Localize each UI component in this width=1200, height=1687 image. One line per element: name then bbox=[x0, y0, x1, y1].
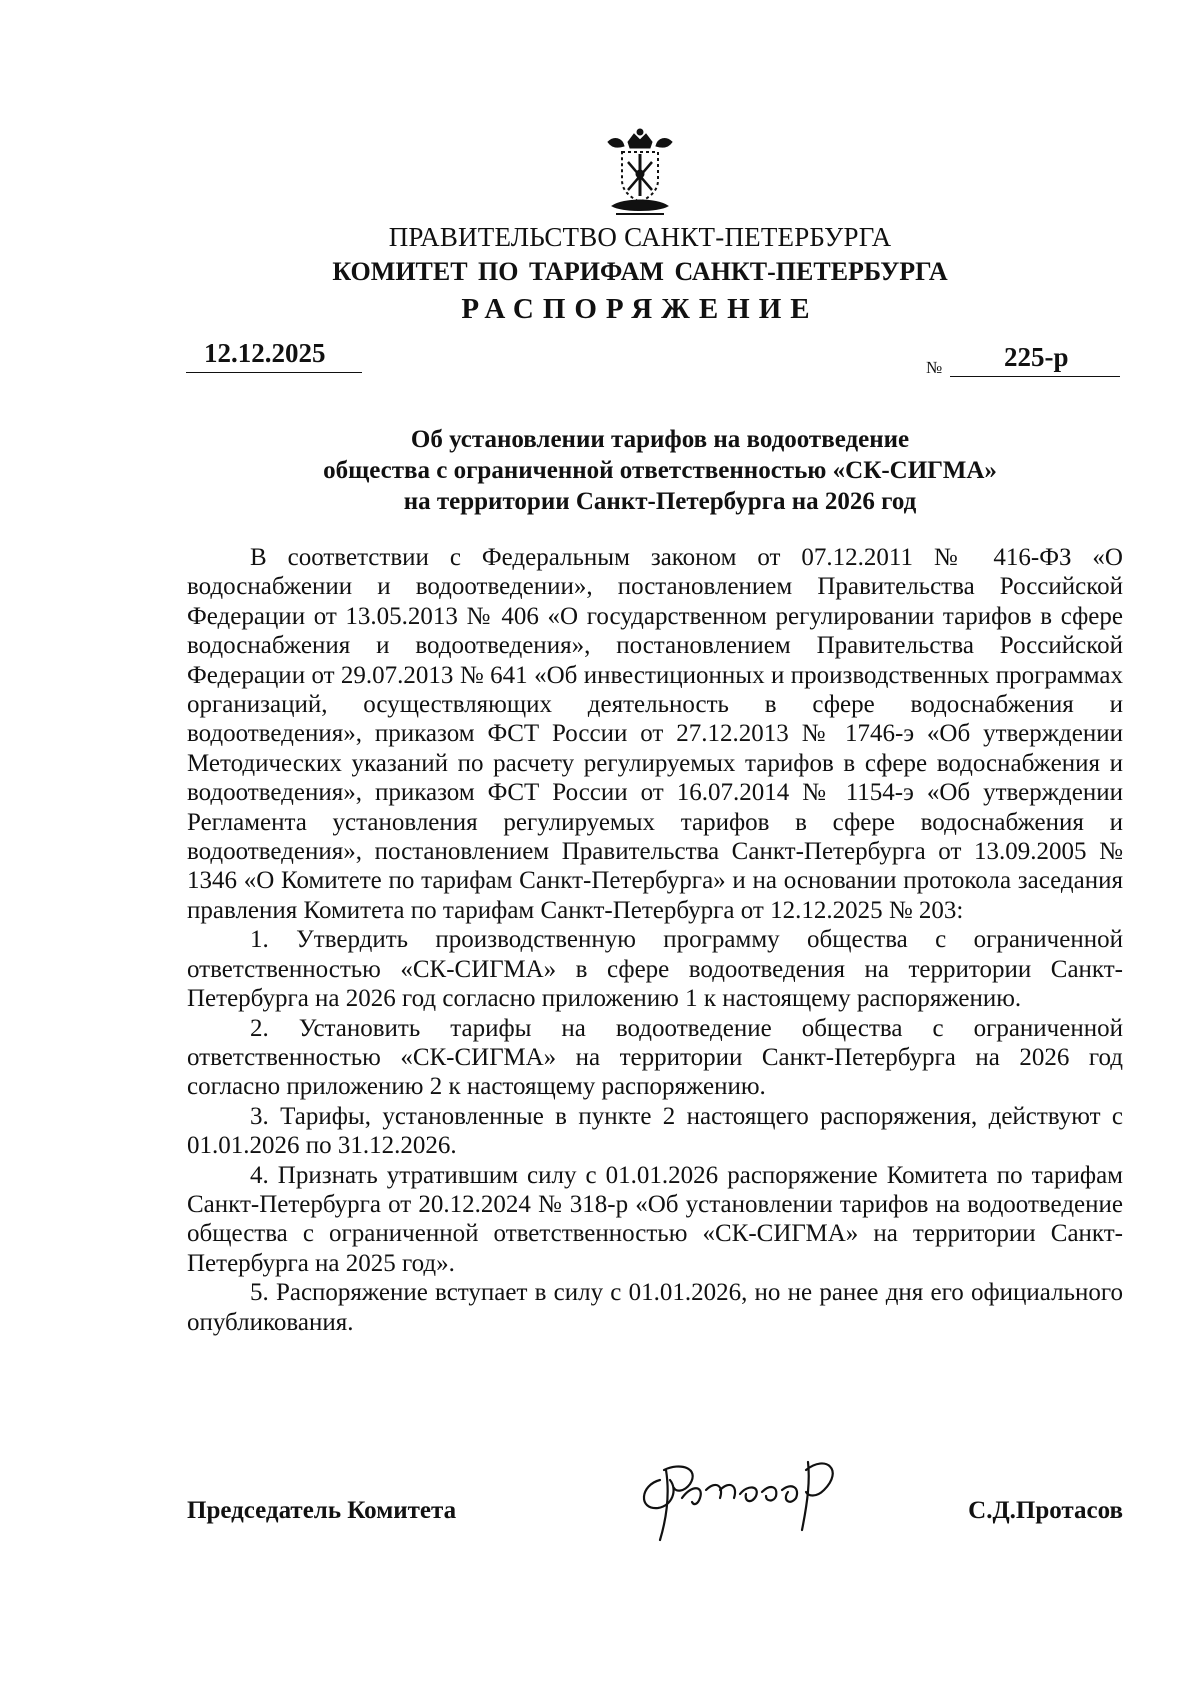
number-underline bbox=[950, 376, 1120, 377]
item-2: 2. Установить тарифы на водоотведение общества с ограниченной ответственностью «СК-СИГМА» на территории Санкт-Петербурга на 2026 год согласно приложению 2 к настоящему распоряжению. bbox=[187, 1014, 1123, 1101]
document-date: 12.12.2025 bbox=[204, 338, 326, 368]
document-title bbox=[200, 424, 1120, 517]
preamble-paragraph: В соответствии с Федеральным законом от 07.12.2011 № 416-ФЗ «О водоснабжении и водоотведении», постановлением Правительства Российской Федерации от 13.05.2013 № 406 «О государственном регулировании тарифов в сфере водоснабжения и водоотведения», постановлением Правительства Российской Федерации от 29.07.2013 № 641 «Об инвестиционных и производственных программах организаций, осуществляющих деятельность в сфере водоснабжения и водоотведения», приказом ФСТ России от 27.12.2013 № 1746-э «Об утверждении Методических указаний по расчету регулируемых тарифов в сфере водоснабжения и водоотведения», приказом ФСТ России от 16.07.2014 № 1154-э «Об утверждении Регламента установления регулируемых тарифов в сфере водоснабжения и водоотведения», постановлением Правительства Санкт-Петербурга от 13.09.2005 № 1346 «О Комитете по тарифам Санкт-Петербурга» и на основании протокола заседания правления Комитета по тарифам Санкт-Петербурга от 12.12.2025 № 203: bbox=[187, 544, 1123, 924]
document-number: 225-р bbox=[1004, 342, 1069, 372]
signatory-position: Председатель Комитета bbox=[187, 1497, 457, 1524]
title-line-3: на территории Санкт-Петербурга на 2026 год bbox=[403, 488, 917, 515]
item-5: 5. Распоряжение вступает в силу с 01.01.2026, но не ранее дня его официального опубликования. bbox=[187, 1279, 1123, 1336]
date-underline bbox=[186, 372, 362, 373]
coat-of-arms-emblem bbox=[600, 128, 680, 218]
committee-name: КОМИТЕТ ПО ТАРИФАМ САНКТ-ПЕТЕРБУРГА bbox=[332, 257, 948, 286]
document-type: РАСПОРЯЖЕНИЕ bbox=[461, 293, 819, 325]
item-3: 3. Тарифы, установленные в пункте 2 настоящего распоряжения, действуют с 01.01.2026 по 31.12.2026. bbox=[187, 1102, 1123, 1160]
item-1: 1. Утвердить производственную программу общества с ограниченной ответственностью «СК-СИГМА» в сфере водоотведения на территории Санкт-Петербурга на 2026 год согласно приложению 1 к настоящему распоряжению. bbox=[187, 926, 1123, 1013]
number-sign: № bbox=[926, 358, 943, 377]
document-body bbox=[187, 543, 1123, 1337]
title-line-1: Об установлении тарифов на водоотведение bbox=[410, 426, 910, 453]
handwritten-signature bbox=[620, 1440, 880, 1550]
title-line-2: общества с ограниченной ответственностью «СК-СИГМА» bbox=[323, 457, 997, 484]
item-4: 4. Признать утратившим силу с 01.01.2026 распоряжение Комитета по тарифам Санкт-Петербурга от 20.12.2024 № 318-р «Об установлении тарифов на водоотведение общества с ограниченной ответственностью «СК-СИГМА» на территории Санкт-Петербурга на 2025 год». bbox=[187, 1161, 1123, 1277]
government-name: ПРАВИТЕЛЬСТВО САНКТ-ПЕТЕРБУРГА bbox=[388, 222, 892, 252]
signatory-name: С.Д.Протасов bbox=[968, 1497, 1123, 1524]
